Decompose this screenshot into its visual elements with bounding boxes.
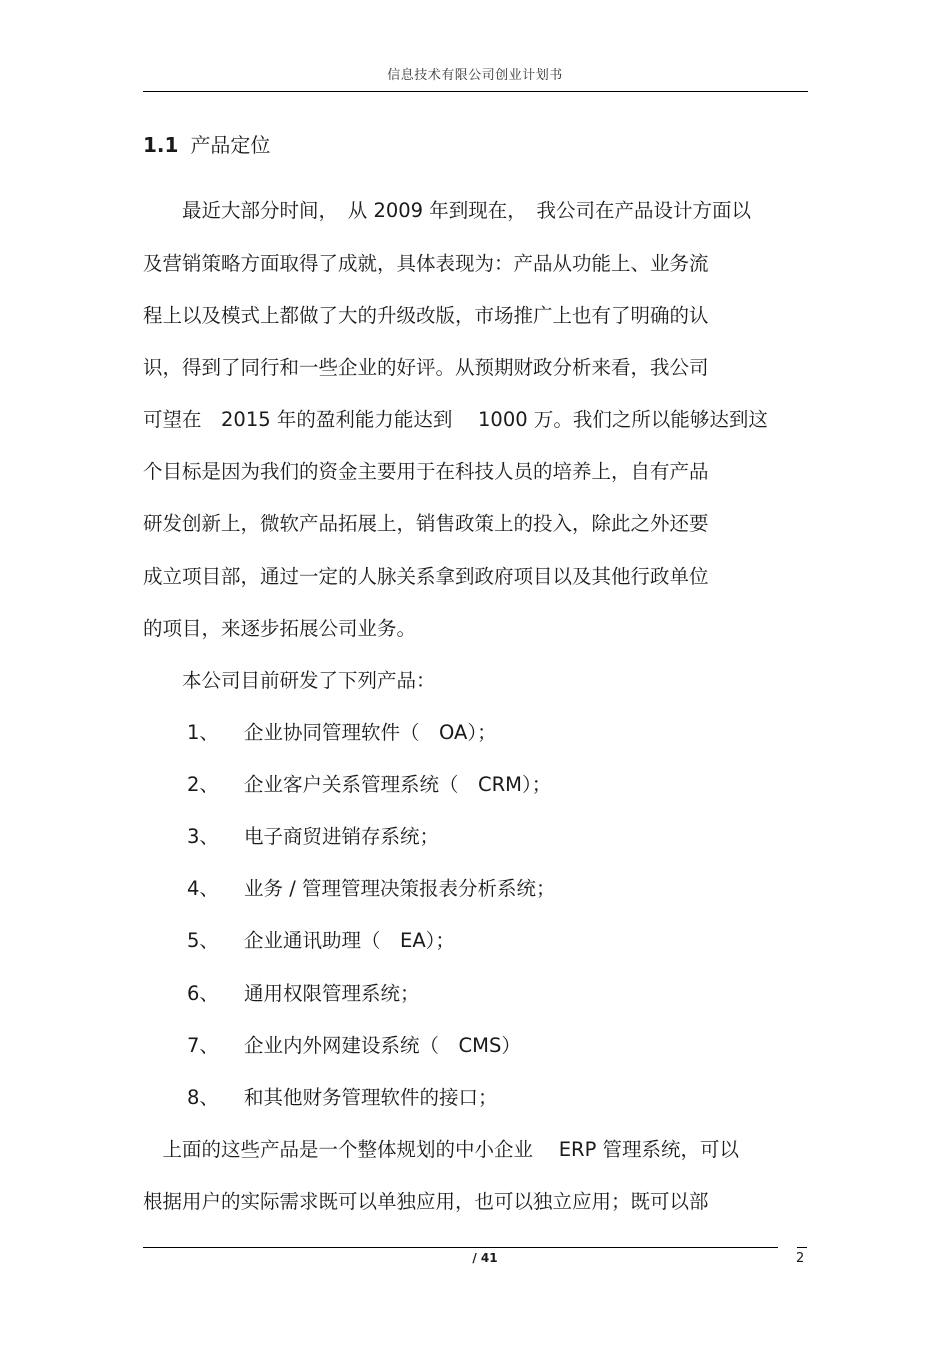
paragraph-line: 识，得到了同行和一些企业的好评。从预期财政分析来看，我公司 (143, 356, 709, 379)
paragraph-line: 研发创新上，微软产品拓展上，销售政策上的投入，除此之外还要 (143, 512, 709, 535)
list-item-number: 7、 (187, 1034, 219, 1057)
paragraph-line: 程上以及模式上都做了大的升级改版，市场推广上也有了明确的认 (143, 304, 709, 327)
list-item-number: 4、 (187, 877, 219, 900)
list-item-text: 和其他财务管理软件的接口； (244, 1086, 498, 1109)
paragraph-line: 个目标是因为我们的资金主要用于在科技人员的培养上，自有产品 (143, 460, 709, 483)
product-list-intro: 本公司目前研发了下列产品： (143, 669, 436, 692)
list-item-text: 企业协同管理软件（ OA）； (244, 721, 497, 744)
list-item-text: 业务 / 管理管理决策报表分析系统； (244, 877, 556, 900)
list-item-number: 2、 (187, 773, 219, 796)
footer-page-rule (797, 1247, 807, 1248)
paragraph-line: 最近大部分时间， 从 2009 年到现在， 我公司在产品设计方面以 (143, 199, 752, 222)
footer-page-number: 2 (796, 1251, 805, 1266)
paragraph-line: 及营销策略方面取得了成就，具体表现为：产品从功能上、业务流 (143, 252, 709, 275)
list-item-text: 电子商贸进销存系统； (244, 825, 440, 848)
paragraph-line: 可望在 2015 年的盈利能力能达到 1000 万。我们之所以能够达到这 (143, 408, 768, 431)
footer-divider (143, 1247, 778, 1248)
header-divider (143, 91, 808, 92)
paragraph-line: 上面的这些产品是一个整体规划的中小企业 ERP 管理系统，可以 (143, 1138, 740, 1161)
list-item-number: 3、 (187, 825, 219, 848)
list-item-text: 通用权限管理系统； (244, 982, 420, 1005)
document-header-title: 信息技术有限公司创业计划书 (387, 68, 563, 83)
list-item-number: 5、 (187, 929, 219, 952)
section-title: 产品定位 (190, 133, 271, 157)
list-item-text: 企业内外网建设系统（ CMS） (244, 1034, 521, 1057)
list-item-number: 8、 (187, 1086, 219, 1109)
list-item-text: 企业客户关系管理系统（ CRM）； (244, 773, 552, 796)
list-item-text: 企业通讯助理（ EA）； (244, 929, 455, 952)
paragraph-line: 根据用户的实际需求既可以单独应用，也可以独立应用；既可以部 (143, 1190, 709, 1213)
section-heading (143, 130, 270, 160)
footer-total-pages: / 41 (472, 1251, 498, 1265)
paragraph-line: 的项目，来逐步拓展公司业务。 (143, 617, 417, 640)
list-item-number: 1、 (187, 721, 219, 744)
list-item-number: 6、 (187, 982, 219, 1005)
paragraph-line: 成立项目部，通过一定的人脉关系拿到政府项目以及其他行政单位 (143, 565, 709, 588)
section-number: 1.1 (143, 133, 179, 157)
